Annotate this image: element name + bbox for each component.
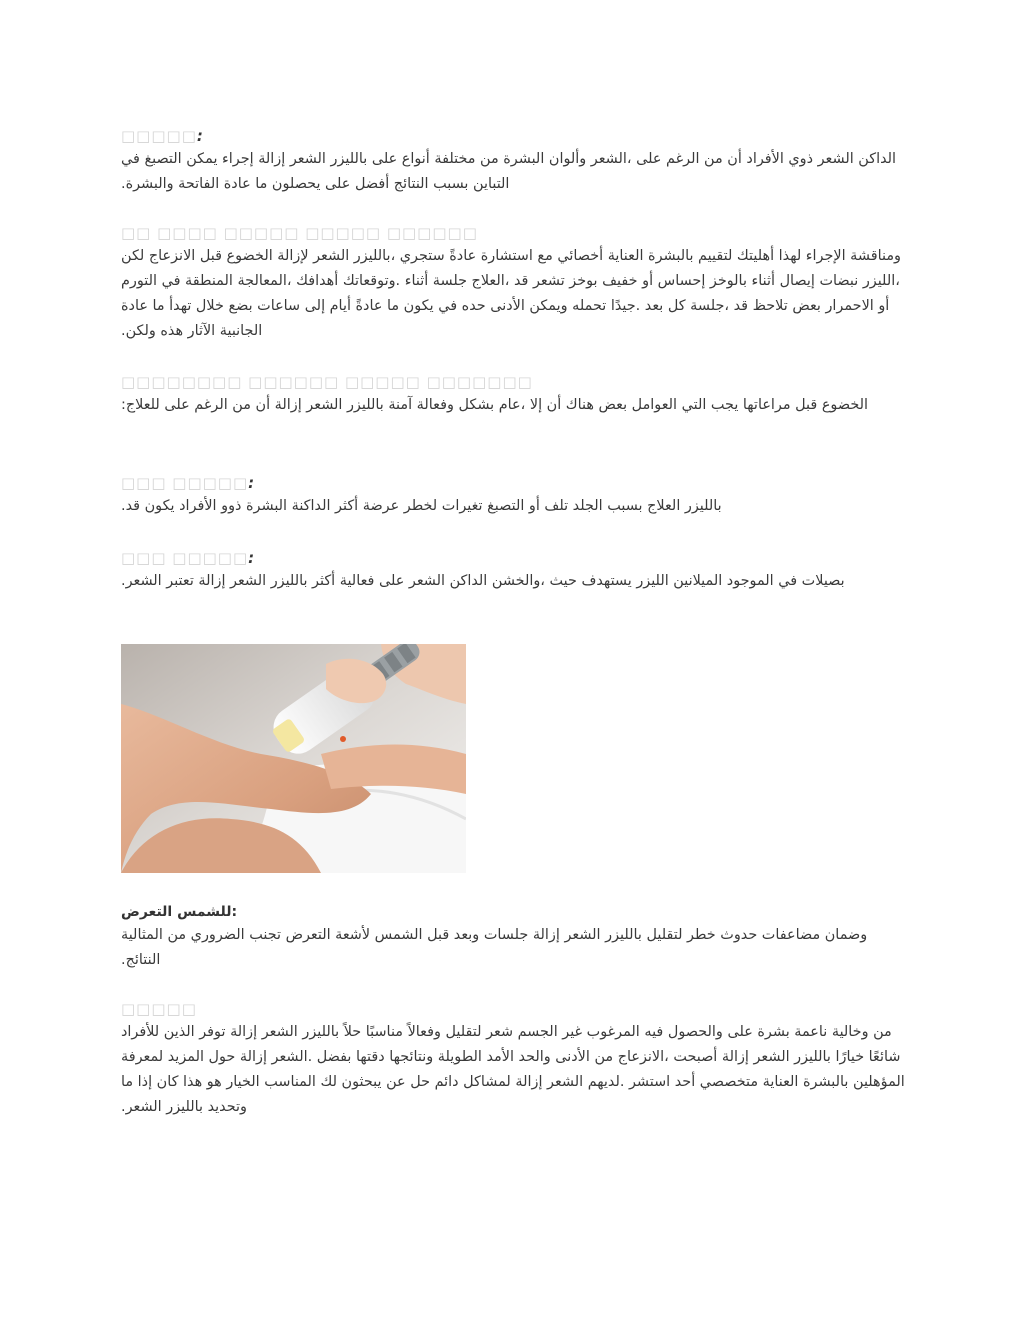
section-body: الداكن الشعر ذوي الأفراد أن من الرغم على ،الشعر وألوان البشرة من مختلفة أنواع على بالليزر الشعر إزالة إجراء يمكن التصبغ في التباين بسبب النتائج أفضل على يحصلون ما عادة الفاتحة والبشرة.	[121, 151, 897, 192]
section-heading: للشمس التعرض:	[121, 904, 238, 920]
section-body: بالليزر العلاج بسبب الجلد تلف أو التصبغ تغيرات لخطر عرضة أكثر الداكنة البشرة ذوو الأفراد يكون قد.	[121, 498, 722, 514]
section-1	[121, 125, 911, 197]
section-3	[121, 371, 911, 418]
section-body: بصيلات في الموجود الميلانين الليزر يستهدف حيث ،والخشن الداكن الشعر على فعالية أكثر بالليزر الشعر إزالة تعتبر الشعر.	[121, 573, 845, 589]
section-body: وضمان مضاعفات حدوث خطر لتقليل بالليزر الشعر إزالة جلسات وبعد قبل الشمس لأشعة التعرض تجنب الضروري من المثالية النتائج.	[121, 927, 868, 968]
section-body: ومناقشة الإجراء لهذا أهليتك لتقييم بالبشرة العناية أخصائي مع استشارة عادةً ستجري ،بالليزر الشعر لإزالة الخضوع قبل الانزعاج لكن ،الليزر نبضات إيصال أثناء بالوخز إحساس أو خفيف بوخز تشعر قد ،العلاج جلسة أثناء .وتوقعاتك أهدافك ،المعالجة المنطقة في التورم أو الاحمرار بعض تلاحظ قد ،جلسة كل بعد .جيدًا تحمله ويمكن الأدنى حده في يكون ما عادةً أيام إلى ساعات بضع خلال تهدأ ما عادة الجانبية الآثار هذه ولكن.	[121, 248, 901, 339]
section-body: الخضوع قبل مراعاتها يجب التي العوامل بعض هناك أن إلا ،عام بشكل وفعالة آمنة بالليزر الشعر إزالة أن من الرغم على للعلاج:	[121, 397, 868, 413]
section-heading: □□□ □□□□□:	[121, 474, 256, 492]
section-heading: □□□□□□□□ □□□□□□ □□□□□ □□□□□□□	[121, 373, 533, 391]
laser-hair-removal-photo	[121, 644, 466, 873]
section-body: من وخالية ناعمة بشرة على والحصول فيه المرغوب غير الجسم شعر لتقليل وفعالاً مناسبًا حلاً بالليزر الشعر إزالة توفر الذين للأفراد شائعًا خيارًا بالليزر الشعر إزالة أصبحت ،الانزعاج من الأدنى والحد الأمد الطويلة ونتائجها دقتها بفضل .الشعر إزالة حول المزيد لمعرفة المؤهلين بالبشرة العناية متخصصي أحد استشر .لديهم الشعر إزالة لمشاكل دائم حل عن يبحثون لك المناسب الخيار هو هذا كان إذا ما وتحديد بالليزر الشعر.	[121, 1024, 905, 1115]
section-heading: □□□ □□□□□:	[121, 549, 256, 567]
section-5	[121, 547, 911, 594]
section-heading: □□ □□□□ □□□□□ □□□□□ □□□□□□	[121, 224, 478, 242]
section-heading: □□□□□	[121, 1000, 197, 1018]
section-4	[121, 472, 911, 519]
section-7	[121, 998, 911, 1120]
section-heading: □□□□□:	[121, 127, 204, 145]
section-2	[121, 222, 911, 344]
section-6	[121, 901, 911, 973]
